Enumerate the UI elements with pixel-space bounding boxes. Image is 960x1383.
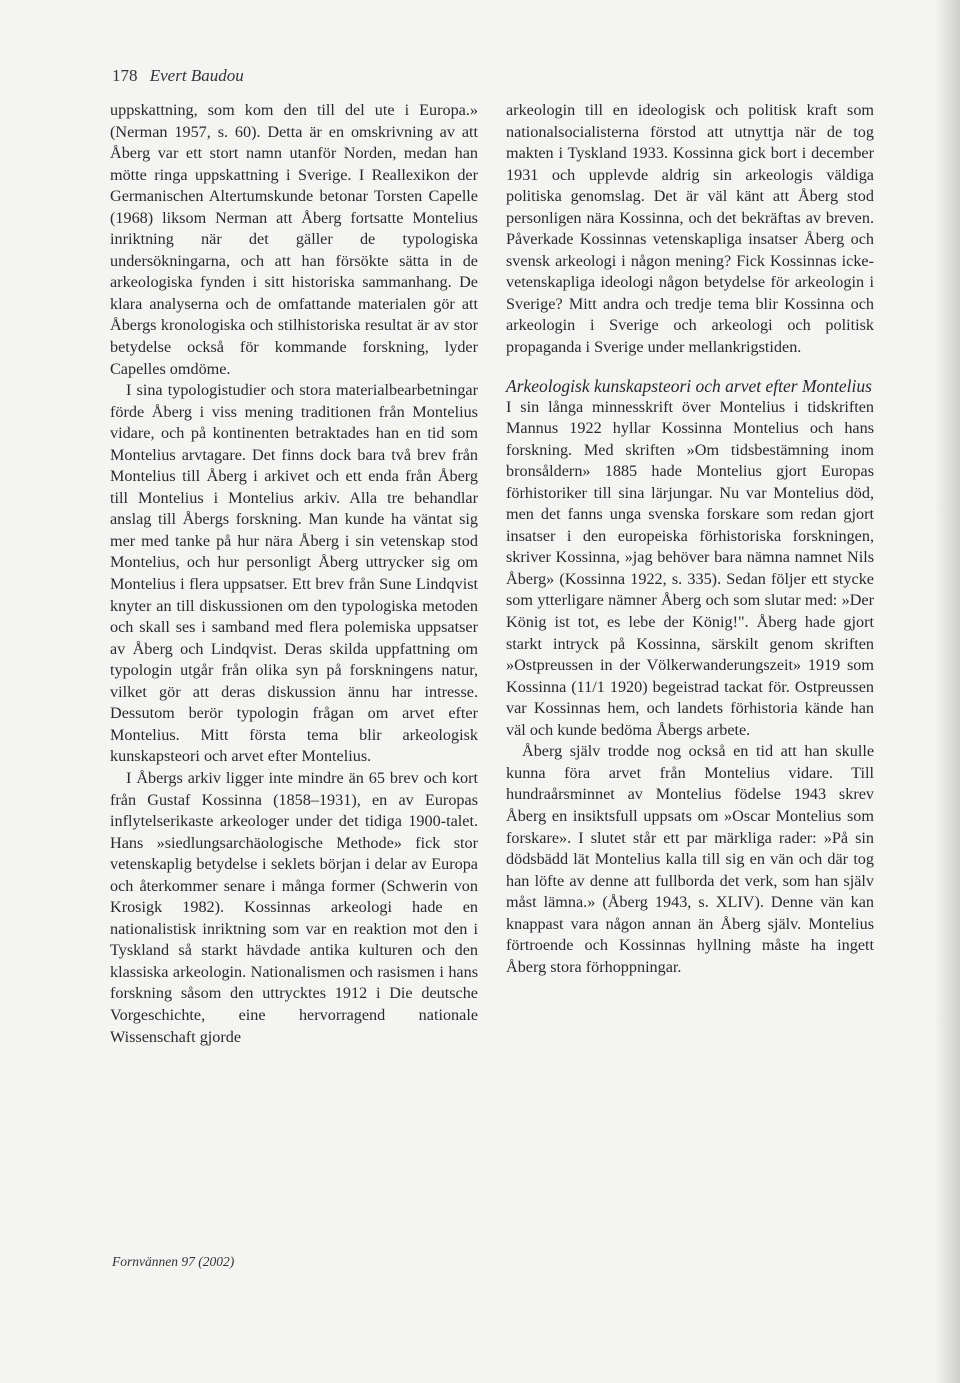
paragraph: Åberg själv trodde nog också en tid att han skulle kunna föra arvet från Montelius vidare. Till hundraårsminnet av Montelius födelse 1943 skrev Åberg en insiktsfull uppsats om »Oscar Montelius som forskare». I slutet står ett par märkliga rader: »På sin dödsbädd lät Montelius kalla till sig en vän och där tog han löfte av denne att fullborda det verk, som han själv måst lämna.» (Åberg 1943, s. XLIV). Denne vän kan knappast vara någon annan än Åberg själv. Montelius förtroende och Kossinnas hyllning måste ha ingett Åberg stora förhoppningar. — [506, 742, 874, 976]
paragraph: I sina typologistudier och stora materialbearbetningar förde Åberg i viss mening traditionen från Montelius vidare, och på kontinenten betraktades han en tid som Montelius arvtagare. Det finns dock bara två brev från Montelius till Åberg i arkivet och ett enda från Åberg till Montelius i Montelius arkiv. Alla tre behandlar anslag till Åbergs forskning. Man kunde ha väntat sig mer med tanke på hur nära Åberg i sin vetenskap stod Montelius, och hur personligt Åberg uttrycker sig om Montelius i flera uppsatser. Ett brev från Sune Lindqvist knyter an till diskussionen om den typologiska metoden och skall ses i samband med flera polemiska uppsatser av Åberg och Lindqvist. Deras skilda uppfattning om typologin utgår från olika syn på forskningens natur, vilket gör att deras diskussion ännu har intresse. Dessutom berör typologin frågan om arvet efter Montelius. Mitt första tema blir arkeologisk kunskapsteori och arvet efter Montelius. — [110, 381, 478, 766]
left-column — [110, 100, 478, 1048]
paragraph: I sin långa minnesskrift över Montelius i tidskriften Mannus 1922 hyllar Kossinna Montelius och hans forskning. Med skriften »Om tidsbestämning inom bronsåldern» 1885 hade Montelius gjort Europas förhistoriker till sina lärjungar. Nu var Montelius död, men det fanns unga svenska forskare som redan gjort insatser i den europeiska förhistoriska forskningen, skriver Kossinna, »jag behöver bara nämna namnet Nils Åberg» (Kossinna 1922, s. 335). Sedan följer ett stycke som ytterligare nämner Åberg och som slutar med: »Der König ist tot, es lebe der König!". Åberg hade gjort starkt intryck på Kossinna, särskilt genom skriften »Ostpreussen in der Völkerwanderungszeit» 1919 som Kossinna (11/1 1920) begeistrad tackat för. Ostpreussen var Kossinnas hem, och landets förhistoria kände han väl och kunde bedöma Åbergs arbete. — [506, 397, 874, 739]
author-name: Evert Baudou — [149, 66, 244, 85]
paragraph: I Åbergs arkiv ligger inte mindre än 65 brev och kort från Gustaf Kossinna (1858–1931), en av Europas inflytelserikaste arkeologer under det tidiga 1900-talet. Hans »siedlungsarchäologische Methode» fick stor vetenskaplig betydelse i seklets början i delar av Europa och återkommer senare i många former (Schwerin von Krosigk 1982). Kossinnas arkeologi hade en nationalistisk inriktning som var en reaktion mot den i Tyskland så starkt hävdade antika kulturen och den klassiska arkeologin. Nationalismen och rasismen i hans forskning såsom den uttrycktes 1912 i Die deutsche Vorgeschichte, eine hervorragend nationale Wissenschaft gjorde — [110, 768, 478, 1046]
journal-footer: Fornvännen 97 (2002) — [112, 1254, 235, 1269]
paragraph: arkeologin till en ideologisk och politisk kraft som nationalsocialisterna förstod att utnyttja när de tog makten i Tyskland 1933. Kossinna gick bort i december 1931 och upplevde aldrig sin arkeologis väldiga politiska genomslag. Det är väl känt att Åberg stod personligen nära Kossinna, och det bekräftas av breven. Påverkade Kossinnas vetenskapliga insatser Åberg och svensk arkeologi i någon mening? Fick Kossinnas icke-vetenskapliga ideologi någon betydelse för arkeologin i Sverige? Mitt andra och tredje tema blir Kossinna och arkeologin i Sverige och arkeologi och politisk propaganda i Sverige under mellankrigstiden. — [506, 101, 874, 357]
right-column — [506, 100, 874, 978]
section-heading: Arkeologisk kunskapsteori och arvet efter Montelius — [506, 375, 872, 396]
paragraph: uppskattning, som kom den till del ute i Europa.» (Nerman 1957, s. 60). Detta är en omskrivning av att Åberg var ett stort namn utanför Norden, medan han mötte ringa uppskattning i Sverige. I Reallexikon der Germanischen Altertumskunde betonar Torsten Capelle (1968) liksom Nerman att Åberg fortsatte Montelius inriktning när det gäller de typologiska undersökningarna, och att han försökte sätta in de arkeologiska fynden i sitt historiska sammanhang. De klara analyserna och de omfattande materialen gör att Åbergs kronologiska och stilhistoriska resultat är av stor betydelse också för kommande forskning, lyder Capelles omdöme. — [110, 101, 478, 378]
running-head — [112, 66, 244, 86]
page-edge-shadow — [934, 0, 960, 1383]
page-number: 178 — [112, 66, 138, 85]
